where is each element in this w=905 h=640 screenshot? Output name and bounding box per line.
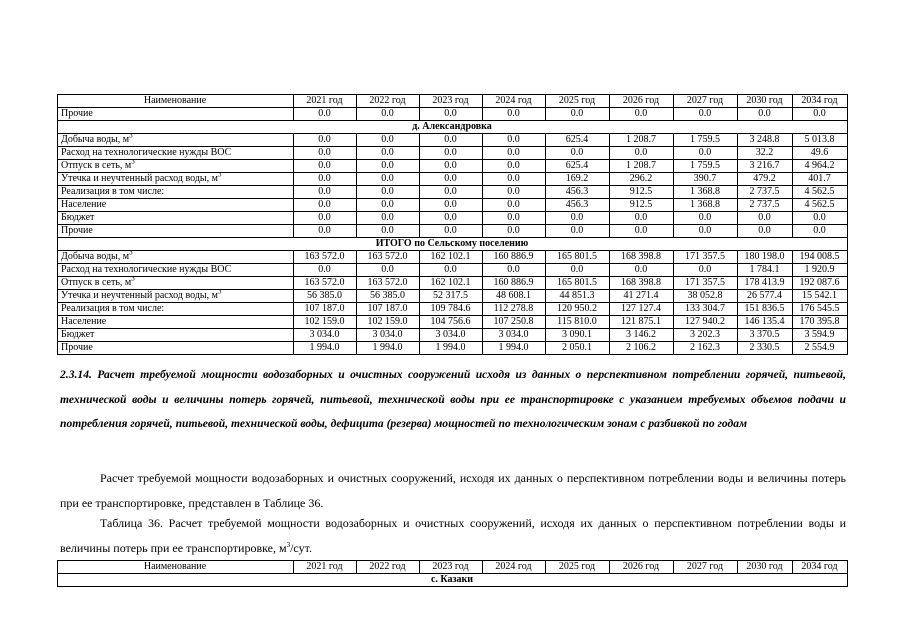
table-header-row [58,95,848,108]
section-title: д. Александровка [58,121,848,134]
value-cell: 168 398.8 [610,277,674,290]
value-cell: 26 577.4 [738,290,793,303]
value-cell: 104 756.6 [420,316,483,329]
row-label-cell: Бюджет [58,329,294,342]
value-cell: 121 875.1 [610,316,674,329]
value-cell: 3 034.0 [357,329,420,342]
value-cell: 1 994.0 [483,342,546,355]
body-paragraph: Расчет требуемой мощности водозаборных и очистных сооружений, исходя их данных о перспективном потреблении воды и величины потерь при ее транспортировке, представлен в Таблице 36. [60,471,846,510]
value-cell: 0.0 [674,225,738,238]
header-year-cell: 2030 год [738,95,793,108]
value-cell: 0.0 [483,108,546,121]
row-label-cell: Расход на технологические нужды ВОС [58,147,294,160]
value-cell: 0.0 [294,264,357,277]
value-cell: 102 159.0 [357,316,420,329]
value-cell: 0.0 [357,199,420,212]
value-cell: 0.0 [483,147,546,160]
value-cell: 32.2 [738,147,793,160]
header-year-cell: 2025 год [546,95,610,108]
table-header-row [58,561,848,574]
value-cell: 0.0 [357,225,420,238]
table-row [58,225,848,238]
value-cell: 56 385.0 [357,290,420,303]
row-label-cell: Добыча воды, $м^3$ [58,134,294,147]
value-cell: 171 357.5 [674,277,738,290]
value-cell: 3 216.7 [738,160,793,173]
value-cell: 163 572.0 [357,277,420,290]
value-cell: 0.0 [294,212,357,225]
row-label-cell: Расход на технологические нужды ВОС [58,264,294,277]
value-cell: 479.2 [738,173,793,186]
value-cell: 1 994.0 [357,342,420,355]
value-cell: 0.0 [738,225,793,238]
value-cell: 169.2 [546,173,610,186]
value-cell: 1 208.7 [610,160,674,173]
value-cell: 15 542.1 [793,290,848,303]
value-cell: 2 106.2 [610,342,674,355]
row-label-cell: Реализация в том числе: [58,303,294,316]
value-cell: 146 135.4 [738,316,793,329]
row-label-cell: Население [58,316,294,329]
value-cell: 4 562.5 [793,186,848,199]
table-row [58,186,848,199]
value-cell: 41 271.4 [610,290,674,303]
value-cell: 165 801.5 [546,251,610,264]
value-cell: 0.0 [420,225,483,238]
value-cell: 44 851.3 [546,290,610,303]
row-label-cell: Утечка и неучтенный расход воды, $м^3$ [58,290,294,303]
value-cell: 0.0 [357,186,420,199]
capacity-table [57,560,848,587]
value-cell: 0.0 [294,134,357,147]
value-cell: 0.0 [420,199,483,212]
section-row [58,121,848,134]
value-cell: 162 102.1 [420,277,483,290]
value-cell: 163 572.0 [294,251,357,264]
table-row [58,212,848,225]
value-cell: 2 737.5 [738,186,793,199]
section-title: ИТОГО по Сельскому поселению [58,238,848,251]
table-row [58,342,848,355]
table-row [58,199,848,212]
value-cell: 0.0 [483,212,546,225]
header-year-cell: 2027 год [674,95,738,108]
value-cell: 0.0 [610,108,674,121]
value-cell: 0.0 [483,160,546,173]
value-cell: 38 052.8 [674,290,738,303]
table-row [58,160,848,173]
header-year-cell: 2027 год [674,561,738,574]
value-cell: 151 836.5 [738,303,793,316]
header-year-cell: 2024 год [483,95,546,108]
value-cell: 107 187.0 [357,303,420,316]
row-label-cell: Население [58,199,294,212]
value-cell: 401.7 [793,173,848,186]
value-cell: 0.0 [420,160,483,173]
value-cell: 192 087.6 [793,277,848,290]
value-cell: 3 034.0 [294,329,357,342]
value-cell: 176 545.5 [793,303,848,316]
header-year-cell: 2022 год [357,95,420,108]
header-year-cell: 2026 год [610,95,674,108]
value-cell: 194 008.5 [793,251,848,264]
value-cell: 0.0 [483,186,546,199]
value-cell: 1 784.1 [738,264,793,277]
value-cell: 127 127.4 [610,303,674,316]
value-cell: 625.4 [546,134,610,147]
value-cell: 0.0 [793,108,848,121]
value-cell: 107 187.0 [294,303,357,316]
table-row [58,251,848,264]
table-row [58,134,848,147]
value-cell: 0.0 [420,173,483,186]
value-cell: 115 810.0 [546,316,610,329]
value-cell: 0.0 [674,264,738,277]
value-cell: 102 159.0 [294,316,357,329]
value-cell: 163 572.0 [294,277,357,290]
value-cell: 0.0 [610,147,674,160]
value-cell: 127 940.2 [674,316,738,329]
value-cell: 0.0 [483,173,546,186]
value-cell: 160 886.9 [483,277,546,290]
value-cell: 3 370.5 [738,329,793,342]
value-cell: 162 102.1 [420,251,483,264]
table-row [58,147,848,160]
header-year-cell: 2021 год [294,95,357,108]
value-cell: 0.0 [674,108,738,121]
value-cell: 3 034.0 [420,329,483,342]
value-cell: 109 784.6 [420,303,483,316]
value-cell: 112 278.8 [483,303,546,316]
value-cell: 0.0 [420,134,483,147]
row-label-cell: Бюджет [58,212,294,225]
value-cell: 0.0 [357,264,420,277]
table-row [58,277,848,290]
row-label-cell: Реализация в том числе: [58,186,294,199]
value-cell: 3 090.1 [546,329,610,342]
value-cell: 2 554.9 [793,342,848,355]
value-cell: 1 759.5 [674,160,738,173]
value-cell: 0.0 [294,147,357,160]
value-cell: 4 964.2 [793,160,848,173]
value-cell: 171 357.5 [674,251,738,264]
value-cell: 2 050.1 [546,342,610,355]
section-row [58,238,848,251]
value-cell: 0.0 [610,212,674,225]
table-row [58,173,848,186]
table-row [58,290,848,303]
table-row [58,303,848,316]
value-cell: 0.0 [357,173,420,186]
value-cell: 0.0 [738,212,793,225]
table-row [58,329,848,342]
value-cell: 48 608.1 [483,290,546,303]
header-year-cell: 2021 год [294,561,357,574]
value-cell: 160 886.9 [483,251,546,264]
row-label-cell: Прочие [58,108,294,121]
row-label-cell: Отпуск в сеть, $м^3$ [58,160,294,173]
value-cell: 52 317.5 [420,290,483,303]
value-cell: 0.0 [294,160,357,173]
value-cell: 0.0 [546,147,610,160]
table-row [58,108,848,121]
value-cell: 0.0 [357,147,420,160]
value-cell: 0.0 [674,147,738,160]
row-label-cell: Прочие [58,342,294,355]
value-cell: 0.0 [420,186,483,199]
water-balance-table [57,94,848,355]
header-year-cell: 2025 год [546,561,610,574]
value-cell: 0.0 [294,199,357,212]
value-cell: 0.0 [793,225,848,238]
value-cell: 0.0 [420,264,483,277]
value-cell: 0.0 [793,212,848,225]
value-cell: 3 594.9 [793,329,848,342]
header-year-cell: 2023 год [420,561,483,574]
value-cell: 296.2 [610,173,674,186]
table-caption: Таблица 36. Расчет требуемой мощности водозаборных и очистных сооружений, исходя их данных о перспективном потреблении воды и величины потерь при ее транспортировке, $м^3$/сут. [60,516,846,555]
value-cell: 0.0 [294,186,357,199]
value-cell: 456.3 [546,199,610,212]
section-title: с. Казаки [58,574,848,587]
value-cell: 390.7 [674,173,738,186]
value-cell: 133 304.7 [674,303,738,316]
value-cell: 165 801.5 [546,277,610,290]
section-heading: 2.3.14. Расчет требуемой мощности водозаборных и очистных сооружений исходя из данных о перспективном потреблении горячей, питьевой, технической воды и величины потерь горячей, питьевой, технической воды при ее транспортировке с указанием требуемых объемов подачи и потребления горячей, питьевой, технической воды, дефицита (резерва) мощностей по технологическим зонам с разбивкой по годам [60,368,846,430]
section-row [58,574,848,587]
value-cell: 0.0 [294,225,357,238]
value-cell: 56 385.0 [294,290,357,303]
value-cell: 625.4 [546,160,610,173]
value-cell: 0.0 [674,212,738,225]
value-cell: 1 208.7 [610,134,674,147]
row-label-cell: Утечка и неучтенный расход воды, $м^3$ [58,173,294,186]
header-year-cell: 2026 год [610,561,674,574]
row-label-cell: Добыча воды, $м^3$ [58,251,294,264]
header-name-cell: Наименование [58,95,294,108]
value-cell: 4 562.5 [793,199,848,212]
value-cell: 0.0 [610,225,674,238]
value-cell: 0.0 [738,108,793,121]
value-cell: 2 737.5 [738,199,793,212]
value-cell: 0.0 [546,212,610,225]
value-cell: 0.0 [546,225,610,238]
value-cell: 0.0 [294,173,357,186]
header-year-cell: 2024 год [483,561,546,574]
value-cell: 3 146.2 [610,329,674,342]
value-cell: 178 413.9 [738,277,793,290]
value-cell: 49.6 [793,147,848,160]
row-label-cell: Отпуск в сеть, $м^3$ [58,277,294,290]
value-cell: 163 572.0 [357,251,420,264]
value-cell: 0.0 [420,212,483,225]
value-cell: 0.0 [483,264,546,277]
value-cell: 0.0 [420,108,483,121]
value-cell: 0.0 [357,212,420,225]
header-year-cell: 2030 год [738,561,793,574]
value-cell: 912.5 [610,199,674,212]
header-year-cell: 2034 год [793,95,848,108]
table-row [58,316,848,329]
value-cell: 0.0 [546,108,610,121]
value-cell: 120 950.2 [546,303,610,316]
row-label-cell: Прочие [58,225,294,238]
header-year-cell: 2022 год [357,561,420,574]
value-cell: 0.0 [357,108,420,121]
value-cell: 180 198.0 [738,251,793,264]
value-cell: 0.0 [483,225,546,238]
table-row [58,264,848,277]
value-cell: 107 250.8 [483,316,546,329]
value-cell: 3 034.0 [483,329,546,342]
value-cell: 0.0 [610,264,674,277]
value-cell: 456.3 [546,186,610,199]
value-cell: 1 759.5 [674,134,738,147]
value-cell: 0.0 [357,134,420,147]
value-cell: 1 994.0 [420,342,483,355]
value-cell: 0.0 [483,134,546,147]
value-cell: 0.0 [546,264,610,277]
value-cell: 2 162.3 [674,342,738,355]
value-cell: 168 398.8 [610,251,674,264]
value-cell: 2 330.5 [738,342,793,355]
value-cell: 0.0 [357,160,420,173]
header-year-cell: 2023 год [420,95,483,108]
value-cell: 3 248.8 [738,134,793,147]
header-year-cell: 2034 год [793,561,848,574]
value-cell: 1 368.8 [674,199,738,212]
value-cell: 0.0 [483,199,546,212]
value-cell: 5 013.8 [793,134,848,147]
value-cell: 1 368.8 [674,186,738,199]
value-cell: 3 202.3 [674,329,738,342]
value-cell: 170 395.8 [793,316,848,329]
value-cell: 0.0 [294,108,357,121]
value-cell: 912.5 [610,186,674,199]
value-cell: 1 994.0 [294,342,357,355]
value-cell: 0.0 [420,147,483,160]
value-cell: 1 920.9 [793,264,848,277]
header-name-cell: Наименование [58,561,294,574]
